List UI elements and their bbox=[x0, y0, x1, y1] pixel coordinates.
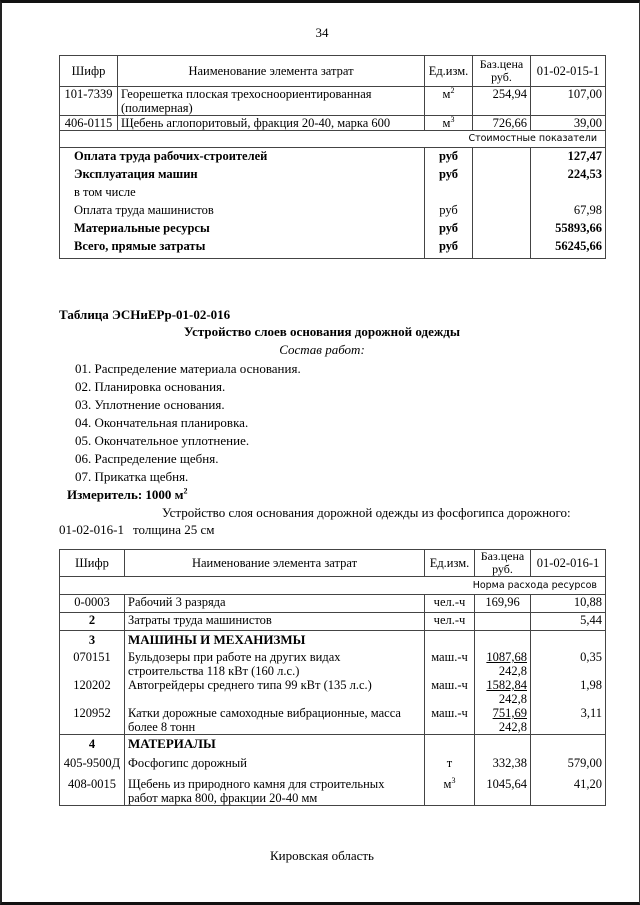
item-code-line bbox=[59, 522, 215, 538]
table-title: Таблица ЭСНиЕРр-01-02-016 bbox=[59, 307, 231, 322]
composition-title: Состав работ: bbox=[279, 342, 365, 357]
cell-name: Рабочий 3 разряда bbox=[125, 595, 425, 613]
section-row-materials bbox=[60, 735, 606, 755]
cell-norm: 3,11 bbox=[531, 706, 606, 735]
section-note: Стоимостные показатели bbox=[60, 131, 606, 148]
header-unit: Ед.изм. bbox=[425, 56, 473, 87]
cell-code: 0-0003 bbox=[60, 595, 125, 613]
header-name: Наименование элемента затрат bbox=[125, 550, 425, 577]
summary-label: Оплата труда машинистов bbox=[60, 202, 425, 220]
cell-price: 751,69 242,8 bbox=[475, 706, 531, 735]
list-item: 01. Распределение материала основания. bbox=[75, 361, 301, 376]
header-unit: Ед.изм. bbox=[425, 550, 475, 577]
summary-row bbox=[60, 166, 606, 184]
resource-table-01-02-015 bbox=[59, 55, 606, 259]
table-row bbox=[60, 754, 606, 775]
page-number: 34 bbox=[315, 25, 329, 40]
cell-unit: маш.-ч bbox=[425, 706, 475, 735]
cell-unit: т bbox=[425, 754, 475, 775]
cell-code: 408-0015 bbox=[60, 775, 125, 806]
summary-unit: руб bbox=[425, 238, 473, 259]
summary-row bbox=[60, 184, 606, 202]
table-row bbox=[60, 678, 606, 706]
cell-name: Георешетка плоская трехосноориентированная (полимерная) bbox=[118, 87, 425, 116]
cell-name: Щебень аглопоритовый, фракция 20-40, марка 600 bbox=[118, 116, 425, 131]
cell-unit: чел.-ч bbox=[425, 595, 475, 613]
cell-unit: маш.-ч bbox=[425, 650, 475, 678]
list-item: 07. Прикатка щебня. bbox=[75, 469, 189, 484]
section-note: Норма расхода ресурсов bbox=[60, 577, 606, 595]
cell-code: 120202 bbox=[60, 678, 125, 706]
cell-norm: 5,44 bbox=[531, 613, 606, 631]
cell-name: Катки дорожные самоходные вибрационные, масса более 8 тонн bbox=[125, 706, 425, 735]
section-note-row bbox=[60, 577, 606, 595]
cell-price bbox=[475, 613, 531, 631]
cell-norm: 0,35 bbox=[531, 650, 606, 678]
list-item: 04. Окончательная планировка. bbox=[75, 415, 249, 430]
cell-name: Автогрейдеры среднего типа 99 кВт (135 л.с.) bbox=[125, 678, 425, 706]
cell-code: 070151 bbox=[60, 650, 125, 678]
table-row bbox=[60, 613, 606, 631]
table-row bbox=[60, 116, 606, 131]
section-subtitle: Устройство слоев основания дорожной одежды bbox=[183, 324, 461, 339]
cell-price: 726,66 bbox=[473, 116, 531, 131]
cell-name: Бульдозеры при работе на других видах строительства 118 кВт (160 л.с.) bbox=[125, 650, 425, 678]
summary-label: Эксплуатация машин bbox=[60, 166, 425, 184]
section-number: 4 bbox=[60, 735, 125, 755]
cell-norm: 107,00 bbox=[531, 87, 606, 116]
cell-norm: 41,20 bbox=[531, 775, 606, 806]
summary-value: 55893,66 bbox=[531, 220, 606, 238]
cell-unit: $м^3$ bbox=[425, 775, 475, 806]
cell-price: 1087,68 242,8 bbox=[475, 650, 531, 678]
section-note-row bbox=[60, 131, 606, 148]
summary-row bbox=[60, 238, 606, 259]
cell-price: 169,96 bbox=[475, 595, 531, 613]
table-row bbox=[60, 595, 606, 613]
table-header-row bbox=[60, 550, 606, 577]
cell-code: 120952 bbox=[60, 706, 125, 735]
section-title: МАТЕРИАЛЫ bbox=[125, 735, 425, 755]
item-description: Устройство слоя основания дорожной одежды из фосфогипса дорожного: bbox=[162, 505, 571, 520]
summary-label: Всего, прямые затраты bbox=[60, 238, 425, 259]
summary-label: Материальные ресурсы bbox=[60, 220, 425, 238]
cell-code: 405-9500Д bbox=[60, 754, 125, 775]
cell-name: Щебень из природного камня для строительных работ марка 800, фракции 20-40 мм bbox=[125, 775, 425, 806]
list-item: 05. Окончательное уплотнение. bbox=[75, 433, 250, 448]
summary-value: 56245,66 bbox=[531, 238, 606, 259]
table-row bbox=[60, 87, 606, 116]
cell-code: 2 bbox=[60, 613, 125, 631]
cell-norm: 579,00 bbox=[531, 754, 606, 775]
header-norm-code: 01-02-016-1 bbox=[531, 550, 606, 577]
section-title: МАШИНЫ И МЕХАНИЗМЫ bbox=[125, 631, 425, 651]
table-row bbox=[60, 775, 606, 806]
cell-norm: 39,00 bbox=[531, 116, 606, 131]
cell-price: 1045,64 bbox=[475, 775, 531, 806]
summary-label: Оплата труда рабочих-строителей bbox=[60, 148, 425, 167]
cell-code: 406-0115 bbox=[60, 116, 118, 131]
cell-norm: 10,88 bbox=[531, 595, 606, 613]
summary-unit: руб bbox=[425, 202, 473, 220]
summary-value: 127,47 bbox=[531, 148, 606, 167]
cell-norm: 1,98 bbox=[531, 678, 606, 706]
item-text: толщина 25 см bbox=[133, 522, 215, 537]
header-name: Наименование элемента затрат bbox=[118, 56, 425, 87]
cell-unit: $м^2$ bbox=[425, 87, 473, 116]
cell-price: 332,38 bbox=[475, 754, 531, 775]
cell-name: Затраты труда машинистов bbox=[125, 613, 425, 631]
cell-price: 254,94 bbox=[473, 87, 531, 116]
summary-label: в том числе bbox=[60, 184, 425, 202]
section-number: 3 bbox=[60, 631, 125, 651]
summary-unit: руб bbox=[425, 220, 473, 238]
summary-row bbox=[60, 202, 606, 220]
header-price: Баз.цена руб. bbox=[475, 550, 531, 577]
list-item: 02. Планировка основания. bbox=[75, 379, 226, 394]
header-code: Шифр bbox=[60, 56, 118, 87]
header-code: Шифр bbox=[60, 550, 125, 577]
page-footer: Кировская область bbox=[269, 848, 374, 863]
header-norm-code: 01-02-015-1 bbox=[531, 56, 606, 87]
cell-code: 101-7339 bbox=[60, 87, 118, 116]
section-row-machines bbox=[60, 631, 606, 651]
summary-value: 224,53 bbox=[531, 166, 606, 184]
header-price: Баз.цена руб. bbox=[473, 56, 531, 87]
cell-price: 1582,84 242,8 bbox=[475, 678, 531, 706]
list-item: 06. Распределение щебня. bbox=[75, 451, 219, 466]
cell-name: Фосфогипс дорожный bbox=[125, 754, 425, 775]
summary-row bbox=[60, 220, 606, 238]
summary-unit: руб bbox=[425, 166, 473, 184]
meter-label: Измеритель: 1000 $м^2$ bbox=[67, 486, 188, 502]
item-code: 01-02-016-1 bbox=[59, 522, 124, 537]
list-item: 03. Уплотнение основания. bbox=[75, 397, 225, 412]
cell-unit: чел.-ч bbox=[425, 613, 475, 631]
summary-unit: руб bbox=[425, 148, 473, 167]
table-row bbox=[60, 706, 606, 735]
resource-table-01-02-016 bbox=[59, 549, 606, 806]
table-row bbox=[60, 650, 606, 678]
summary-row bbox=[60, 148, 606, 167]
cell-unit: $м^3$ bbox=[425, 116, 473, 131]
work-list bbox=[75, 360, 301, 486]
summary-value: 67,98 bbox=[531, 202, 606, 220]
table-header-row bbox=[60, 56, 606, 87]
cell-unit: маш.-ч bbox=[425, 678, 475, 706]
